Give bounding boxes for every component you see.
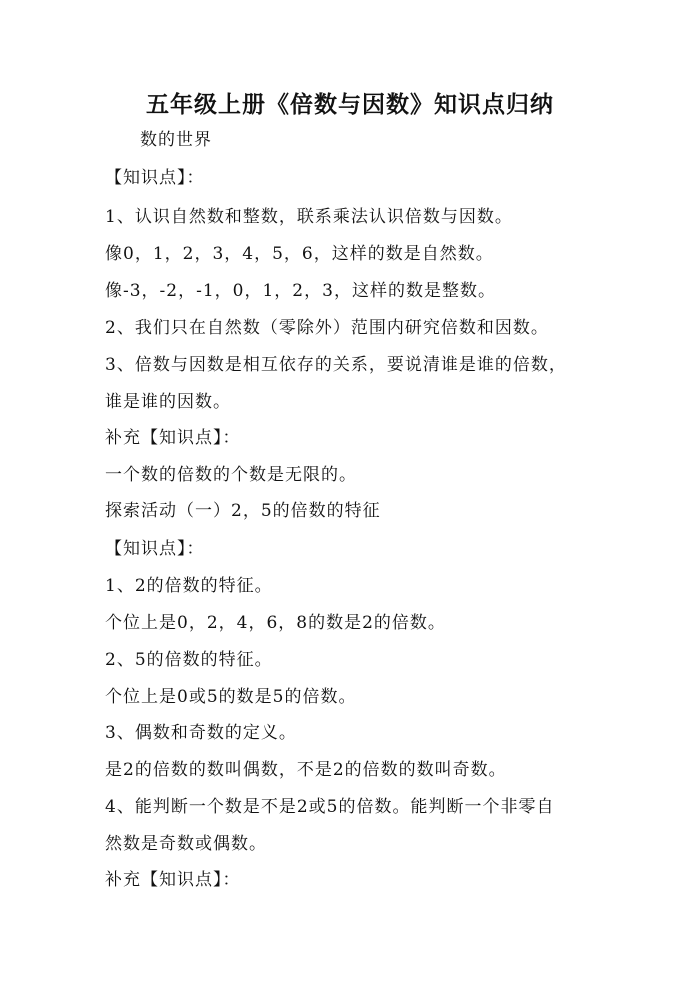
- knowledge-line: 2、5的倍数的特征。: [105, 650, 273, 670]
- section-heading-activity: 探索活动（一）2，5的倍数的特征: [105, 501, 381, 521]
- knowledge-line: 然数是奇数或偶数。: [105, 834, 267, 854]
- knowledge-line: 1、2的倍数的特征。: [105, 576, 273, 596]
- knowledge-line: 谁是谁的因数。: [105, 392, 231, 412]
- knowledge-point-label: 【知识点】：: [105, 539, 205, 559]
- knowledge-point-label: 【知识点】：: [105, 168, 205, 188]
- knowledge-line: 像-3，-2，-1，0，1，2，3，这样的数是整数。: [105, 281, 496, 301]
- knowledge-line: 3、倍数与因数是相互依存的关系，要说清谁是谁的倍数，: [105, 355, 567, 375]
- knowledge-line: 4、能判断一个数是不是2或5的倍数。能判断一个非零自: [105, 797, 555, 817]
- knowledge-line: 3、偶数和奇数的定义。: [105, 723, 297, 743]
- knowledge-line: 像0，1，2，3，4，5，6，这样的数是自然数。: [105, 244, 494, 264]
- supplement-label: 补充【知识点】：: [105, 428, 241, 448]
- knowledge-line: 2、我们只在自然数（零除外）范围内研究倍数和因数。: [105, 318, 549, 338]
- knowledge-line: 个位上是0，2，4，6，8的数是2的倍数。: [105, 613, 446, 633]
- section-heading-number-world: 数的世界: [140, 130, 212, 150]
- supplement-label: 补充【知识点】：: [105, 870, 241, 890]
- knowledge-line: 个位上是0或5的数是5的倍数。: [105, 687, 357, 707]
- knowledge-line: 1、认识自然数和整数，联系乘法认识倍数与因数。: [105, 207, 513, 227]
- knowledge-line: 是2的倍数的数叫偶数，不是2的倍数的数叫奇数。: [105, 760, 507, 780]
- document-title: 五年级上册《倍数与因数》知识点归纳: [146, 92, 554, 118]
- knowledge-line: 一个数的倍数的个数是无限的。: [105, 465, 357, 485]
